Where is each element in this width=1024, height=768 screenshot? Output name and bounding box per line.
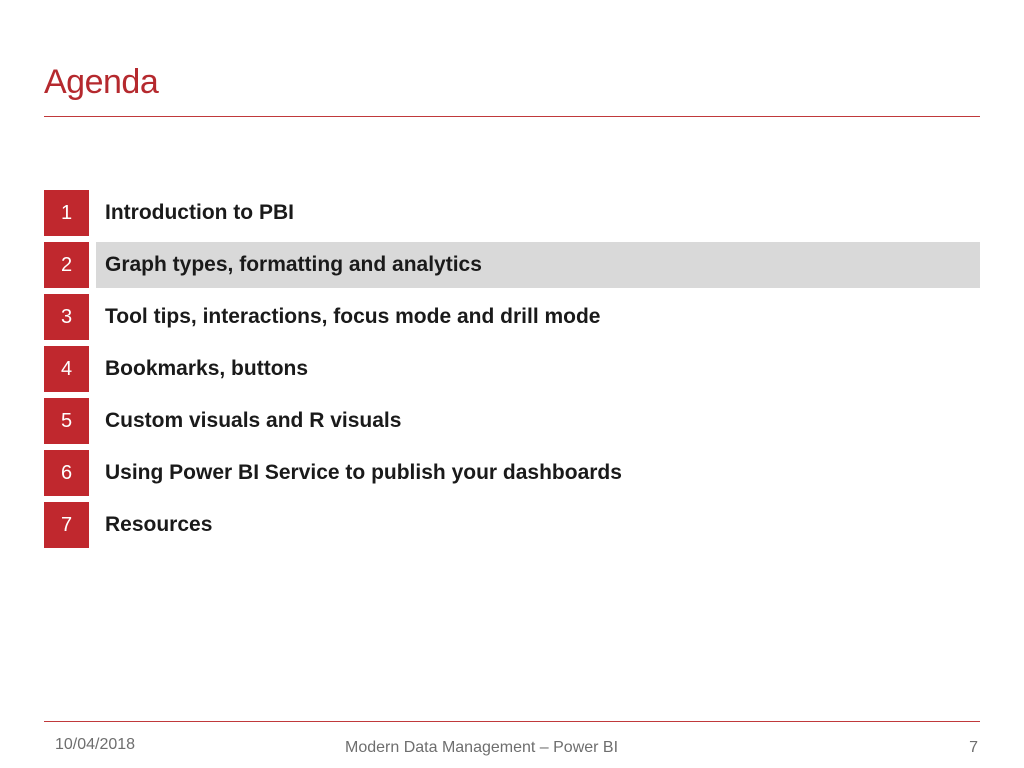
footer-title: Modern Data Management – Power BI: [345, 739, 619, 756]
agenda-item-label: Resources: [105, 513, 213, 536]
agenda-item-label: Tool tips, interactions, focus mode and drill mode: [105, 305, 601, 328]
title-divider: [44, 116, 980, 117]
agenda-item-label: Graph types, formatting and analytics: [105, 253, 482, 276]
agenda-item-label-box: [96, 346, 980, 392]
footer-date: 10/04/2018: [55, 736, 136, 753]
agenda-item-number: 4: [44, 346, 89, 392]
agenda-item: [44, 398, 980, 444]
footer-divider: [44, 721, 980, 722]
agenda-item-label-box: [96, 294, 980, 340]
agenda-item-label-box: [96, 398, 980, 444]
page-number: 7: [969, 739, 978, 756]
agenda-item-number: 2: [44, 242, 89, 288]
agenda-item-number: 5: [44, 398, 89, 444]
agenda-item: [44, 346, 980, 392]
agenda-item-number: 3: [44, 294, 89, 340]
agenda-item-number: 6: [44, 450, 89, 496]
agenda-item: [44, 294, 980, 340]
agenda-item: [44, 450, 980, 496]
agenda-item-number: 1: [44, 190, 89, 236]
agenda-item-label-box: [96, 242, 980, 288]
agenda-item-label: Custom visuals and R visuals: [105, 409, 402, 432]
agenda-item-label-box: [96, 190, 980, 236]
agenda-item-label-box: [96, 450, 980, 496]
agenda-item-number: 7: [44, 502, 89, 548]
agenda-item-label: Bookmarks, buttons: [105, 357, 309, 380]
agenda-item-label-box: [96, 502, 980, 548]
agenda-item: [44, 190, 980, 236]
slide-title: Agenda: [44, 63, 159, 101]
agenda-item: [44, 502, 980, 548]
agenda-item-highlighted: [44, 242, 980, 288]
agenda-item-label: Introduction to PBI: [105, 201, 294, 224]
agenda-item-label: Using Power BI Service to publish your dashboards: [105, 461, 622, 484]
